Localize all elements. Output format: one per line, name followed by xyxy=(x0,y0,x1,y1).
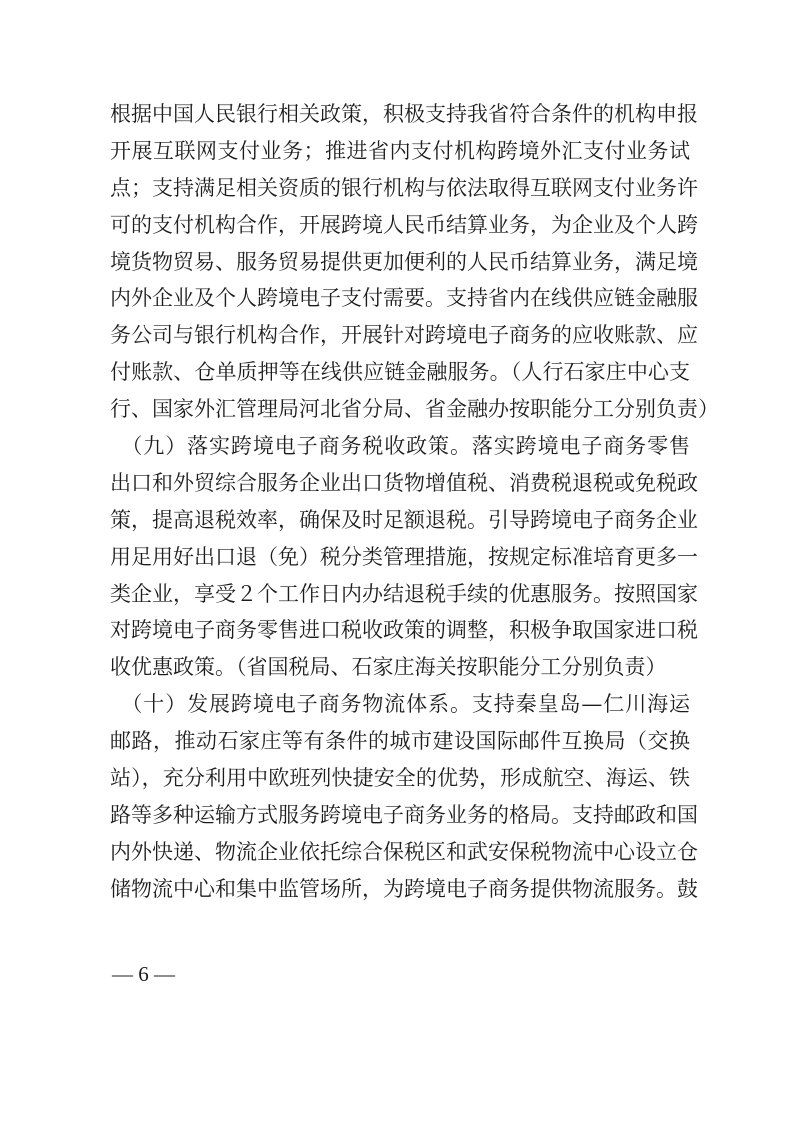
text-line: 路等多种运输方式服务跨境电子商务业务的格局。支持邮政和国 xyxy=(110,802,698,827)
text-line: 用足用好出口退（免）税分类管理措施，按规定标准培育更多一 xyxy=(110,544,698,569)
text-line: 付账款、仓单质押等在线供应链金融服务。（人行石家庄中心支 xyxy=(110,360,690,385)
text-line: 开展互联网支付业务；推进省内支付机构跨境外汇支付业务试 xyxy=(110,138,690,163)
text-line: 务公司与银行机构合作，开展针对跨境电子商务的应收账款、应 xyxy=(110,323,698,348)
text-line: 可的支付机构合作，开展跨境人民币结算业务，为企业及个人跨 xyxy=(110,212,698,237)
text-line: 根据中国人民银行相关政策，积极支持我省符合条件的机构申报 xyxy=(110,102,698,126)
text-line: 境货物贸易、服务贸易提供更加便利的人民币结算业务，满足境 xyxy=(110,249,698,274)
text-line: 邮路，推动石家庄等有条件的城市建设国际邮件互换局（交换 xyxy=(110,729,690,754)
section-heading-line: （九）落实跨境电子商务税收政策。落实跨境电子商务零售 xyxy=(110,434,690,459)
text-line: 类企业，享受２个工作日内办结退税手续的优惠服务。按照国家 xyxy=(110,581,698,606)
text-line: 策，提高退税效率，确保及时足额退税。引导跨境电子商务企业 xyxy=(110,507,698,532)
text-line: 点；支持满足相关资质的银行机构与依法取得互联网支付业务许 xyxy=(110,175,698,200)
text-line: 收优惠政策。（省国税局、石家庄海关按职能分工分别负责） xyxy=(110,655,667,680)
text-line: 储物流中心和集中监管场所，为跨境电子商务提供物流服务。鼓 xyxy=(110,876,698,901)
body-text xyxy=(110,96,719,908)
text-line: 站），充分利用中欧班列快捷安全的优势，形成航空、海运、铁 xyxy=(110,766,690,791)
text-line: 内外企业及个人跨境电子支付需要。支持省内在线供应链金融服 xyxy=(110,286,698,311)
text-line: 对跨境电子商务零售进口税收政策的调整，积极争取国家进口税 xyxy=(110,618,698,643)
text-line: 出口和外贸综合服务企业出口货物增值税、消费税退税或免税政 xyxy=(110,470,698,495)
text-line: 内外快递、物流企业依托综合保税区和武安保税物流中心设立仓 xyxy=(110,839,698,864)
page-number: — 6 — xyxy=(112,962,175,986)
text-line: 行、国家外汇管理局河北省分局、省金融办按职能分工分别负责） xyxy=(110,397,719,422)
section-heading-line: （十）发展跨境电子商务物流体系。支持秦皇岛—仁川海运 xyxy=(110,692,690,717)
